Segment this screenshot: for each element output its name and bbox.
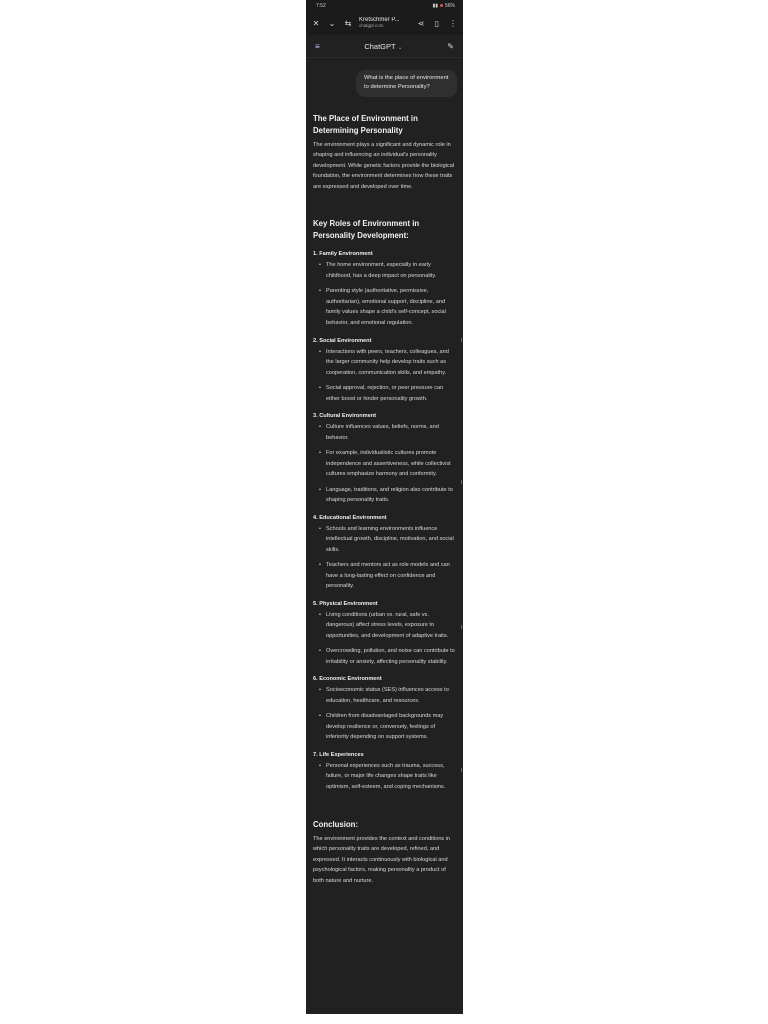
section-block — [313, 338, 456, 405]
bullet-item: • Language, traditions, and religion also contribute to shaping personality traits. — [326, 485, 456, 506]
section-title: 5. Physical Environment — [313, 600, 378, 607]
page-title: Kretschmer P... — [359, 17, 400, 24]
section-block — [313, 413, 456, 506]
chevron-down-icon[interactable]: ⌄ — [328, 18, 336, 28]
site-settings-icon[interactable]: ⇆ — [344, 18, 352, 28]
bullet-item: • Children from disadvantaged backgrounds may develop resilience or, conversely, feelings of inferiority depending on support systems. — [326, 711, 456, 743]
section-title: 1. Family Environment — [313, 251, 373, 258]
assistant-response — [306, 113, 463, 887]
sidebar-menu-icon[interactable]: ≡ — [315, 41, 320, 51]
status-time: 7:52 — [316, 2, 326, 9]
battery-level: 56% — [444, 2, 455, 9]
conclusion-heading: Conclusion: — [313, 819, 359, 829]
section-title: 3. Cultural Environment — [313, 413, 377, 420]
section-block — [313, 251, 456, 328]
bookmark-icon[interactable]: ▯ — [434, 18, 440, 28]
bullet-item: • Culture influences values, beliefs, norms, and behavior. — [326, 422, 456, 443]
section-title: 6. Economic Environment — [313, 676, 382, 683]
sections-list — [313, 251, 456, 792]
bullet-list — [313, 347, 456, 405]
bullet-item: • Living conditions (urban vs. rural, safe vs. dangerous) affect stress levels, exposure to opportunities, and development of adaptive traits. — [326, 610, 456, 642]
scrollbar-thumb[interactable] — [461, 338, 462, 342]
section-title: 4. Educational Environment — [313, 514, 387, 521]
browser-toolbar — [306, 11, 463, 35]
more-options-icon[interactable]: ⋮ — [449, 18, 457, 28]
section-title: 2. Social Environment — [313, 337, 372, 344]
scrollbar-thumb[interactable] — [461, 768, 462, 772]
share-icon[interactable]: ⋖ — [417, 18, 425, 28]
user-message-bubble: What is the place of environment to determine Personality? — [356, 70, 457, 97]
bullet-item: • Schools and learning environments influence intellectual growth, discipline, motivation, and social skills. — [326, 524, 456, 556]
bullet-list — [313, 761, 456, 793]
url-display[interactable] — [359, 17, 410, 29]
section-block — [313, 601, 456, 668]
bullet-item: • Teachers and mentors act as role models and can have a long-lasting effect on confidence and personality. — [326, 560, 456, 592]
status-bar — [306, 0, 463, 11]
model-selector[interactable] — [364, 42, 402, 51]
bullet-item: • Social approval, rejection, or peer pressure can either boost or hinder personality growth. — [326, 383, 456, 404]
bullet-list — [313, 524, 456, 592]
new-chat-icon[interactable]: ✎ — [447, 41, 454, 51]
bullet-item: • Interactions with peers, teachers, colleagues, and the larger community help develop traits such as cooperation, communication skills, and empathy. — [326, 347, 456, 379]
page-domain: chatgpt.com — [359, 22, 384, 28]
signal-icon: ▮▮ — [432, 2, 438, 9]
app-header — [306, 35, 463, 58]
scrollbar-thumb[interactable] — [461, 480, 462, 484]
conclusion-text: The environment provides the context and conditions in which personality traits are developed, refined, and expressed. It interacts continuously with biological and psychological factors, making personality a product of both nature and nurture. — [313, 835, 451, 884]
bullet-item: • The home environment, especially in early childhood, has a deep impact on personality. — [326, 260, 456, 281]
phone-screen — [306, 0, 463, 1014]
bullet-list — [313, 260, 456, 328]
key-roles-heading: Key Roles of Environment in Personality Development: — [313, 219, 420, 241]
bullet-item: • Parenting style (authoritative, permissive, authoritarian), emotional support, discipline, and family values shape a child's self-concept, social behavior, and emotional regulation. — [326, 286, 456, 328]
bullet-item: • Overcrowding, pollution, and noise can contribute to irritability or anxiety, affecting personality stability. — [326, 646, 456, 667]
battery-saver-icon — [440, 4, 443, 7]
app-title: ChatGPT — [364, 41, 396, 51]
response-intro: The environment plays a significant and dynamic role in shaping and influencing an individual's personality development. While genetic factors provide the biological foundation, the environment determines how these traits are expressed and developed over time. — [313, 141, 455, 190]
status-icons — [432, 3, 455, 9]
section-title: 7. Life Experiences — [313, 751, 364, 758]
bullet-item: • Personal experiences such as trauma, success, failure, or major life changes shape traits like optimism, self-esteem, and coping mechanisms. — [326, 761, 456, 793]
bullet-item: • For example, individualistic cultures promote independence and assertiveness, while collectivist cultures emphasize harmony and conformity. — [326, 448, 456, 480]
bullet-list — [313, 422, 456, 506]
section-block — [313, 676, 456, 743]
response-heading: The Place of Environment in Determining Personality — [313, 113, 418, 135]
section-block — [313, 515, 456, 592]
section-block — [313, 752, 456, 793]
chevron-down-icon: ⌄ — [397, 44, 403, 51]
bullet-list — [313, 685, 456, 743]
close-icon[interactable]: ✕ — [312, 18, 320, 28]
scrollbar-thumb[interactable] — [461, 625, 462, 629]
bullet-item: • Socioeconomic status (SES) influences access to education, healthcare, and resources. — [326, 685, 456, 706]
bullet-list — [313, 610, 456, 668]
